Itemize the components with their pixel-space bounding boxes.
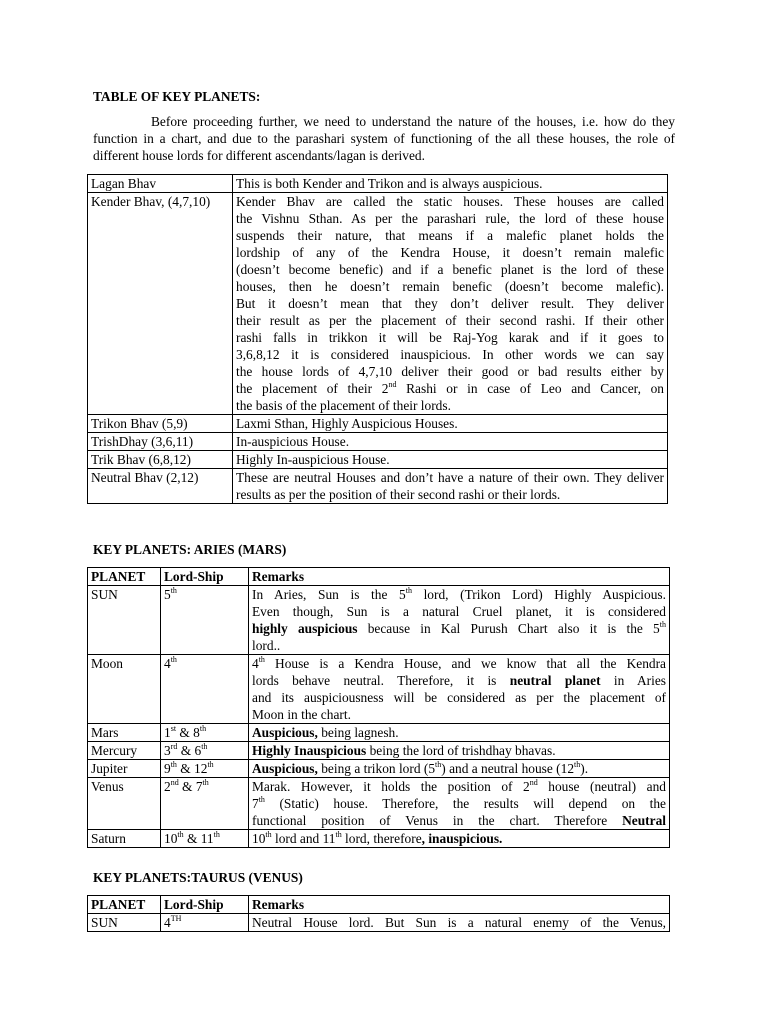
table-row: [88, 655, 670, 724]
description-line: the Vishnu Sthan. As per the parashari rule, the lord of these house: [236, 211, 664, 226]
house-description: These are neutral Houses and don’t have a nature of their own. They deliver results as per the position of their second rashi or their lords.: [233, 469, 668, 504]
header-planet: PLANET: [88, 896, 161, 914]
description-line: (doesn’t become benefic) and if a benefic planet is the lord of these: [236, 262, 664, 277]
description-line: the basis of the placement of their lords.: [236, 398, 451, 413]
description-line: the placement of their 2nd Rashi or in case of Leo and Cancer, on: [236, 380, 664, 396]
remarks: Marak. However, it holds the position of 2nd house (neutral) and 7th (Static) house. Therefore, the results will depend on the functional position of Venus in the chart. Therefore Neutral: [249, 778, 670, 830]
planet-name: Venus: [88, 778, 161, 830]
intro-paragraph: [93, 113, 675, 164]
description-line: the house lords of 4,7,10 deliver their good or bad results either by: [236, 364, 664, 379]
house-description: Laxmi Sthan, Highly Auspicious Houses.: [233, 415, 668, 433]
table-row: [88, 193, 668, 415]
description-line: their result as per the placement of their second rashi. If their other: [236, 313, 664, 328]
planet-name: Saturn: [88, 830, 161, 848]
header-lordship: Lord-Ship: [161, 896, 249, 914]
table-row: [88, 760, 670, 778]
remarks: Neutral House lord. But Sun is a natural enemy of the Venus,: [249, 914, 670, 932]
section-title-aries: KEY PLANETS: ARIES (MARS): [93, 542, 287, 557]
remarks: Auspicious, being a trikon lord (5th) and a neutral house (12th).: [249, 760, 670, 778]
house-name: TrishDhay (3,6,11): [88, 433, 233, 451]
table-row: [88, 175, 668, 193]
table-row: [88, 586, 670, 655]
remarks: 4th House is a Kendra House, and we know that all the Kendra lords behave neutral. Therefore, it is neutral planet in Aries and its auspiciousness will be considered as per the placement of Moon in the chart.: [249, 655, 670, 724]
header-remarks: Remarks: [249, 568, 670, 586]
taurus-table: [87, 895, 670, 932]
description-line: suspends their nature, that means if a malefic planet holds the: [236, 228, 664, 243]
table-row: [88, 433, 668, 451]
table-header-row: [88, 568, 670, 586]
description-line: Kender Bhav are called the static houses. These houses are called: [236, 194, 664, 209]
lordship: 2nd & 7th: [161, 778, 249, 830]
section-title-key-planets: TABLE OF KEY PLANETS:: [93, 89, 261, 104]
planet-name: Moon: [88, 655, 161, 724]
description-line: houses, then he doesn’t remain benefic (doesn’t become malefic).: [236, 279, 664, 294]
lordship: 4th: [161, 655, 249, 724]
house-name: Lagan Bhav: [88, 175, 233, 193]
planet-name: SUN: [88, 914, 161, 932]
house-name: Trik Bhav (6,8,12): [88, 451, 233, 469]
description-line: But it doesn’t mean that they don’t deliver result. They deliver: [236, 296, 664, 311]
header-lordship: Lord-Ship: [161, 568, 249, 586]
remarks: Auspicious, being lagnesh.: [249, 724, 670, 742]
table-row: [88, 415, 668, 433]
lordship: 5th: [161, 586, 249, 655]
house-name: Trikon Bhav (5,9): [88, 415, 233, 433]
planet-name: SUN: [88, 586, 161, 655]
remarks: 10th lord and 11th lord, therefore, inauspicious.: [249, 830, 670, 848]
remarks: Highly Inauspicious being the lord of trishdhay bhavas.: [249, 742, 670, 760]
lordship: 10th & 11th: [161, 830, 249, 848]
table-row: [88, 742, 670, 760]
house-description: In-auspicious House.: [233, 433, 668, 451]
lordship: 1st & 8th: [161, 724, 249, 742]
section-title-taurus: KEY PLANETS:TAURUS (VENUS): [93, 870, 303, 885]
house-name: Kender Bhav, (4,7,10): [88, 193, 233, 415]
header-planet: PLANET: [88, 568, 161, 586]
planet-name: Jupiter: [88, 760, 161, 778]
table-row: [88, 469, 668, 504]
planet-name: Mars: [88, 724, 161, 742]
description-line: lordship of any of the Kendra House, it doesn’t remain malefic: [236, 245, 664, 260]
house-name: Neutral Bhav (2,12): [88, 469, 233, 504]
intro-text: Before proceeding further, we need to understand the nature of the houses, i.e. how do they function in a chart, and due to the parashari system of functioning of the all these houses, the role of different house lords for different ascendants/lagan is derived.: [93, 114, 675, 163]
table-row: [88, 451, 668, 469]
table-row: [88, 724, 670, 742]
lordship: 9th & 12th: [161, 760, 249, 778]
remarks: In Aries, Sun is the 5th lord, (Trikon Lord) Highly Auspicious. Even though, Sun is a natural Cruel planet, it is considered highly auspicious because in Kal Purush Chart also it is the 5th lord..: [249, 586, 670, 655]
house-description: This is both Kender and Trikon and is always auspicious.: [233, 175, 668, 193]
table-header-row: [88, 896, 670, 914]
description-line: rashi falls in trikkon it will be Raj-Yog karak and if it goes to: [236, 330, 664, 345]
houses-table: [87, 174, 668, 504]
table-row: [88, 778, 670, 830]
aries-table: [87, 567, 670, 848]
house-description: Highly In-auspicious House.: [233, 451, 668, 469]
table-row: [88, 914, 670, 932]
lordship: 3rd & 6th: [161, 742, 249, 760]
planet-name: Mercury: [88, 742, 161, 760]
table-row: [88, 830, 670, 848]
header-remarks: Remarks: [249, 896, 670, 914]
lordship: 4TH: [161, 914, 249, 932]
house-description: [233, 193, 668, 415]
description-line: 3,6,8,12 it is considered inauspicious. In other words we can say: [236, 347, 664, 362]
